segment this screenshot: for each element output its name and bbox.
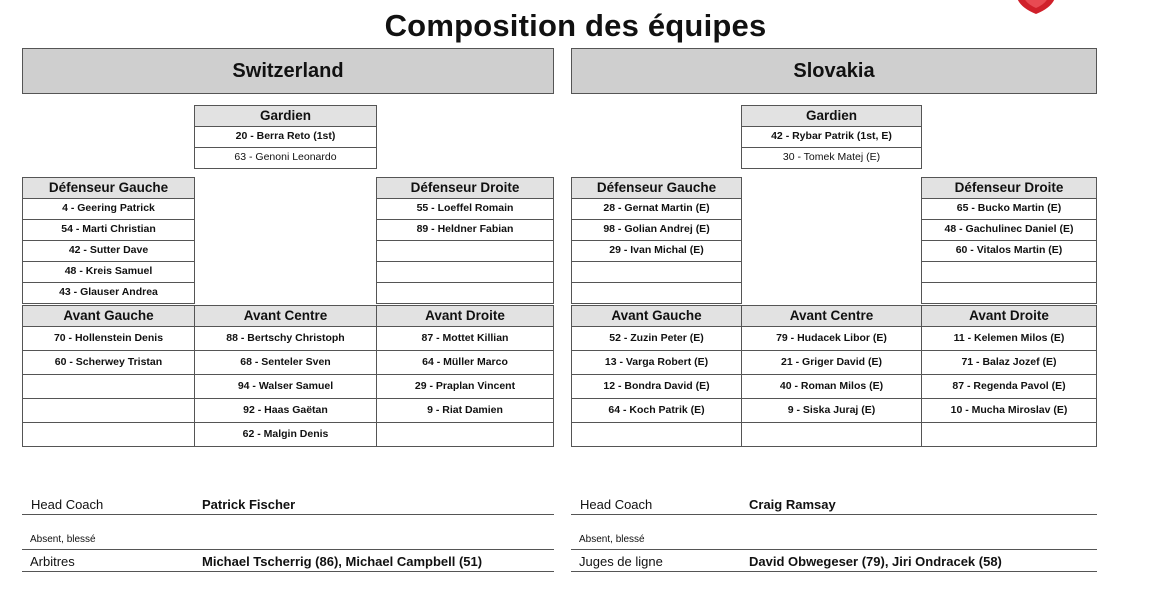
- player-cell: 64 - Koch Patrik (E): [571, 398, 742, 423]
- player-cell: 48 - Kreis Samuel: [22, 261, 195, 283]
- player-cell: [571, 282, 742, 304]
- player-cell: 92 - Haas Gaëtan: [194, 398, 377, 423]
- player-cell: 55 - Loeffel Romain: [376, 198, 554, 220]
- right-defense-block: [921, 177, 1097, 304]
- absent-row: [571, 532, 1097, 550]
- player-cell: 10 - Mucha Miroslav (E): [921, 398, 1097, 423]
- player-cell: 87 - Mottet Killian: [376, 326, 554, 351]
- center-block: [194, 305, 377, 447]
- right-wing-block: [376, 305, 554, 447]
- player-cell: 9 - Riat Damien: [376, 398, 554, 423]
- player-cell: [376, 261, 554, 283]
- officials-row: [571, 551, 1097, 572]
- player-cell: [921, 422, 1097, 447]
- player-cell: 60 - Scherwey Tristan: [22, 350, 195, 375]
- player-cell: 68 - Senteler Sven: [194, 350, 377, 375]
- page-title: Composition des équipes: [384, 8, 767, 43]
- player-cell: 89 - Heldner Fabian: [376, 219, 554, 241]
- player-cell: 64 - Müller Marco: [376, 350, 554, 375]
- player-cell: 20 - Berra Reto (1st): [194, 126, 377, 148]
- team-name: Slovakia: [571, 48, 1097, 94]
- position-header: Avant Gauche: [22, 305, 195, 327]
- position-header: Avant Droite: [376, 305, 554, 327]
- player-cell: 65 - Bucko Martin (E): [921, 198, 1097, 220]
- team-name: Switzerland: [22, 48, 554, 94]
- officials-label: Arbitres: [30, 554, 75, 569]
- player-cell: 29 - Ivan Michal (E): [571, 240, 742, 262]
- player-cell: [921, 282, 1097, 304]
- absent-label: Absent, blessé: [30, 534, 96, 545]
- player-cell: 4 - Geering Patrick: [22, 198, 195, 220]
- player-cell: 87 - Regenda Pavol (E): [921, 374, 1097, 399]
- player-cell: 48 - Gachulinec Daniel (E): [921, 219, 1097, 241]
- officials-label: Juges de ligne: [579, 554, 663, 569]
- player-cell: 9 - Siska Juraj (E): [741, 398, 922, 423]
- goalie-block: [194, 105, 377, 169]
- position-header: Gardien: [741, 105, 922, 127]
- player-cell: 94 - Walser Samuel: [194, 374, 377, 399]
- left-wing-block: [22, 305, 195, 447]
- officials-names: Michael Tscherrig (86), Michael Campbell (51): [202, 554, 483, 569]
- head-coach-label: Head Coach: [580, 497, 653, 512]
- position-header: Défenseur Gauche: [22, 177, 195, 199]
- head-coach-row: [571, 494, 1097, 515]
- head-coach-row: [22, 494, 554, 515]
- position-header: Défenseur Droite: [921, 177, 1097, 199]
- center-block: [741, 305, 922, 447]
- player-cell: [376, 240, 554, 262]
- absent-label: Absent, blessé: [579, 534, 645, 545]
- player-cell: 62 - Malgin Denis: [194, 422, 377, 447]
- right-wing-block: [921, 305, 1097, 447]
- position-header: Défenseur Gauche: [571, 177, 742, 199]
- player-cell: 52 - Zuzin Peter (E): [571, 326, 742, 351]
- player-cell: 63 - Genoni Leonardo: [194, 147, 377, 169]
- player-cell: 98 - Golian Andrej (E): [571, 219, 742, 241]
- goalie-block: [741, 105, 922, 169]
- head-coach-label: Head Coach: [31, 497, 104, 512]
- absent-row: [22, 532, 554, 550]
- head-coach-name: Craig Ramsay: [749, 497, 836, 512]
- position-header: Gardien: [194, 105, 377, 127]
- player-cell: 13 - Varga Robert (E): [571, 350, 742, 375]
- player-cell: 42 - Rybar Patrik (1st, E): [741, 126, 922, 148]
- left-defense-block: [571, 177, 742, 304]
- position-header: Avant Centre: [194, 305, 377, 327]
- player-cell: 54 - Marti Christian: [22, 219, 195, 241]
- player-cell: 12 - Bondra David (E): [571, 374, 742, 399]
- right-defense-block: [376, 177, 554, 304]
- player-cell: 21 - Griger David (E): [741, 350, 922, 375]
- player-cell: [376, 422, 554, 447]
- position-header: Avant Droite: [921, 305, 1097, 327]
- head-coach-name: Patrick Fischer: [202, 497, 296, 512]
- player-cell: [571, 422, 742, 447]
- player-cell: [921, 261, 1097, 283]
- player-cell: 70 - Hollenstein Denis: [22, 326, 195, 351]
- player-cell: [22, 422, 195, 447]
- player-cell: [741, 422, 922, 447]
- player-cell: 30 - Tomek Matej (E): [741, 147, 922, 169]
- left-defense-block: [22, 177, 195, 304]
- left-wing-block: [571, 305, 742, 447]
- position-header: Avant Centre: [741, 305, 922, 327]
- player-cell: 29 - Praplan Vincent: [376, 374, 554, 399]
- player-cell: 42 - Sutter Dave: [22, 240, 195, 262]
- officials-names: David Obwegeser (79), Jiri Ondracek (58): [749, 554, 1002, 569]
- player-cell: 28 - Gernat Martin (E): [571, 198, 742, 220]
- player-cell: [22, 398, 195, 423]
- player-cell: [571, 261, 742, 283]
- officials-row: [22, 551, 554, 572]
- player-cell: 88 - Bertschy Christoph: [194, 326, 377, 351]
- player-cell: 11 - Kelemen Milos (E): [921, 326, 1097, 351]
- team-logo-icon: [1012, 0, 1060, 14]
- position-header: Défenseur Droite: [376, 177, 554, 199]
- player-cell: 40 - Roman Milos (E): [741, 374, 922, 399]
- player-cell: 60 - Vitalos Martin (E): [921, 240, 1097, 262]
- position-header: Avant Gauche: [571, 305, 742, 327]
- player-cell: 71 - Balaz Jozef (E): [921, 350, 1097, 375]
- player-cell: [22, 374, 195, 399]
- player-cell: 79 - Hudacek Libor (E): [741, 326, 922, 351]
- player-cell: 43 - Glauser Andrea: [22, 282, 195, 304]
- player-cell: [376, 282, 554, 304]
